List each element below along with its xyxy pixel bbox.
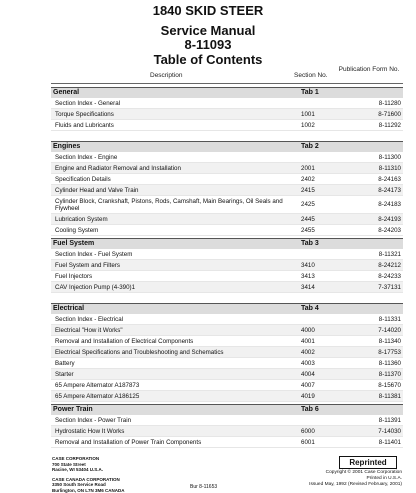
- column-header-publication-form-no: Publication Form No.: [338, 66, 400, 73]
- row-section-no: 2445: [301, 216, 315, 223]
- row-section-no: 4007: [301, 382, 315, 389]
- row-description: Cooling System: [55, 227, 99, 234]
- row-publication-no: 8-24193: [378, 216, 401, 223]
- table-row: [51, 314, 403, 325]
- table-row: [51, 325, 403, 336]
- row-description: Fuel Injectors: [55, 273, 93, 280]
- section-tab: Tab 6: [301, 406, 319, 413]
- table-row: [51, 380, 403, 391]
- table-row: [51, 249, 403, 260]
- row-section-no: 4019: [301, 393, 315, 400]
- doc-type-title: Service Manual: [160, 23, 256, 38]
- corp2-address-line2: Burlington, ON L7N 3M6 CANADA: [52, 487, 125, 493]
- section-name: Electrical: [53, 305, 85, 312]
- row-publication-no: 8-24203: [378, 227, 401, 234]
- table-row: [51, 163, 403, 174]
- row-description: Electrical "How it Works": [55, 327, 123, 334]
- row-section-no: 2402: [301, 176, 315, 183]
- row-section-no: 4001: [301, 338, 315, 345]
- row-description: Battery: [55, 360, 75, 367]
- corp2-name: CASE CANADA CORPORATION: [52, 476, 120, 482]
- table-row: [51, 185, 403, 196]
- row-section-no: 4004: [301, 371, 315, 378]
- row-publication-no: 8-24163: [378, 176, 401, 183]
- row-section-no: 2425: [301, 201, 315, 208]
- section-name: Power Train: [53, 406, 93, 413]
- section-header: [51, 141, 403, 152]
- row-section-no: 4000: [301, 327, 315, 334]
- section-header: [51, 87, 403, 98]
- row-section-no: 4002: [301, 349, 315, 356]
- section-header: [51, 303, 403, 314]
- row-description: Starter: [55, 371, 74, 378]
- issued-line: Issued May, 1992 (Revised February, 2001): [309, 482, 402, 487]
- section-block: [51, 141, 403, 236]
- row-description: Cylinder Block, Crankshaft, Pistons, Rods, Camshaft, Main Bearings, Oil Seals and Flywheel: [55, 198, 283, 212]
- table-row: [51, 260, 403, 271]
- section-tab: Tab 4: [301, 305, 319, 312]
- row-publication-no: 7-37131: [378, 284, 401, 291]
- copyright-block: [309, 470, 402, 488]
- row-section-no: 1002: [301, 122, 315, 129]
- table-row: [51, 358, 403, 369]
- row-description: Engine and Radiator Removal and Installation: [55, 165, 181, 172]
- row-publication-no: 8-11292: [378, 122, 401, 129]
- row-description: Section Index - Fuel System: [55, 251, 133, 258]
- bur-number: Bur 8-11653: [190, 484, 218, 490]
- row-publication-no: 8-11381: [378, 393, 401, 400]
- row-publication-no: 7-14020: [378, 327, 401, 334]
- row-publication-no: 8-24173: [378, 187, 401, 194]
- corp1-name: CASE CORPORATION: [52, 456, 100, 461]
- row-description: Torque Specifications: [55, 111, 114, 118]
- row-description: Section Index - Electrical: [55, 316, 124, 323]
- table-row: [51, 120, 403, 131]
- section-block: [51, 238, 403, 293]
- row-section-no: 4003: [301, 360, 315, 367]
- section-tab: Tab 3: [301, 240, 319, 247]
- row-publication-no: 8-11321: [378, 251, 401, 258]
- row-description: Electrical Specifications and Troubleshooting and Schematics: [55, 349, 224, 356]
- reprinted-box: Reprinted: [339, 456, 397, 469]
- section-tab: Tab 2: [301, 143, 319, 150]
- row-publication-no: 8-24233: [378, 273, 401, 280]
- table-row: [51, 426, 403, 437]
- row-description: Removal and Installation of Electrical Components: [55, 338, 194, 345]
- table-row: [51, 391, 403, 402]
- row-section-no: 3414: [301, 284, 315, 291]
- row-publication-no: 8-11370: [378, 371, 401, 378]
- row-section-no: 2455: [301, 227, 315, 234]
- row-description: Cylinder Head and Valve Train: [55, 187, 139, 194]
- section-name: General: [53, 89, 80, 96]
- row-section-no: 1001: [301, 111, 315, 118]
- row-publication-no: 7-14030: [378, 428, 401, 435]
- corp2-address-line1: 3350 South Service Road: [52, 482, 106, 487]
- section-header: [51, 238, 403, 249]
- row-section-no: 6001: [301, 439, 315, 446]
- table-row: [51, 174, 403, 185]
- row-description: Section Index - General: [55, 100, 121, 107]
- row-description: Hydrostatic How It Works: [55, 428, 125, 435]
- row-publication-no: 8-71600: [378, 111, 401, 118]
- row-description: Removal and Installation of Power Train Components: [55, 439, 202, 446]
- copyright-line: Copyright © 2001 Case Corporation: [325, 470, 402, 475]
- table-row: [51, 415, 403, 426]
- row-description: Section Index - Engine: [55, 154, 118, 161]
- row-publication-no: 8-11401: [378, 439, 401, 446]
- row-publication-no: 8-24212: [378, 262, 401, 269]
- doc-number: 8-11093: [184, 37, 232, 52]
- table-row: [51, 152, 403, 163]
- model-title: 1840 SKID STEER: [152, 3, 264, 18]
- row-publication-no: 8-11310: [378, 165, 401, 172]
- row-section-no: 6000: [301, 428, 315, 435]
- table-row: [51, 271, 403, 282]
- row-section-no: 2001: [301, 165, 315, 172]
- row-publication-no: 8-11340: [378, 338, 401, 345]
- column-header-description: Description: [150, 72, 183, 79]
- corp1-address-line2: Racine, WI 53404 U.S.A.: [52, 467, 104, 472]
- table-row: [51, 225, 403, 236]
- section-name: Fuel System: [53, 240, 95, 247]
- printed-line: Printed in U.S.A.: [366, 476, 402, 481]
- table-row: [51, 98, 403, 109]
- section-header: [51, 404, 403, 415]
- section-name: Engines: [53, 143, 81, 150]
- row-description: Lubrication System: [55, 216, 108, 223]
- section-block: [51, 87, 403, 131]
- contents-title: Table of Contents: [153, 52, 263, 67]
- table-row: [51, 214, 403, 225]
- row-publication-no: 8-15670: [378, 382, 401, 389]
- row-description: Fuel System and Filters: [55, 262, 120, 269]
- row-description: CAV Injection Pump (4-390)1: [55, 284, 136, 291]
- column-header-section-no: Section No.: [294, 72, 328, 79]
- row-section-no: 3413: [301, 273, 315, 280]
- section-block: [51, 404, 403, 448]
- row-description: 65 Ampere Alternator A187873: [55, 382, 140, 389]
- row-publication-no: 8-11280: [378, 100, 401, 107]
- table-row: [51, 336, 403, 347]
- corp1-address-line1: 700 State Street: [52, 461, 86, 467]
- table-row: [51, 109, 403, 120]
- row-description: Fluids and Lubricants: [55, 122, 114, 129]
- row-publication-no: 8-11331: [378, 316, 401, 323]
- row-description: Specification Details: [55, 176, 111, 183]
- section-block: [51, 303, 403, 402]
- table-row: [51, 437, 403, 448]
- section-tab: Tab 1: [301, 89, 319, 96]
- row-publication-no: 8-11391: [378, 417, 401, 424]
- table-row: [51, 369, 403, 380]
- table-row: [51, 196, 403, 214]
- row-section-no: 2415: [301, 187, 315, 194]
- table-row: [51, 282, 403, 293]
- row-publication-no: 8-24183: [378, 201, 401, 208]
- row-publication-no: 8-11300: [378, 154, 401, 161]
- row-description: Section Index - Power Train: [55, 417, 132, 424]
- publisher-addresses: [52, 456, 125, 493]
- row-description: 65 Ampere Alternator A186125: [55, 393, 140, 400]
- row-section-no: 3410: [301, 262, 315, 269]
- row-publication-no: 8-11360: [378, 360, 401, 367]
- header-rule: [51, 83, 403, 84]
- table-row: [51, 347, 403, 358]
- row-publication-no: 8-17753: [378, 349, 401, 356]
